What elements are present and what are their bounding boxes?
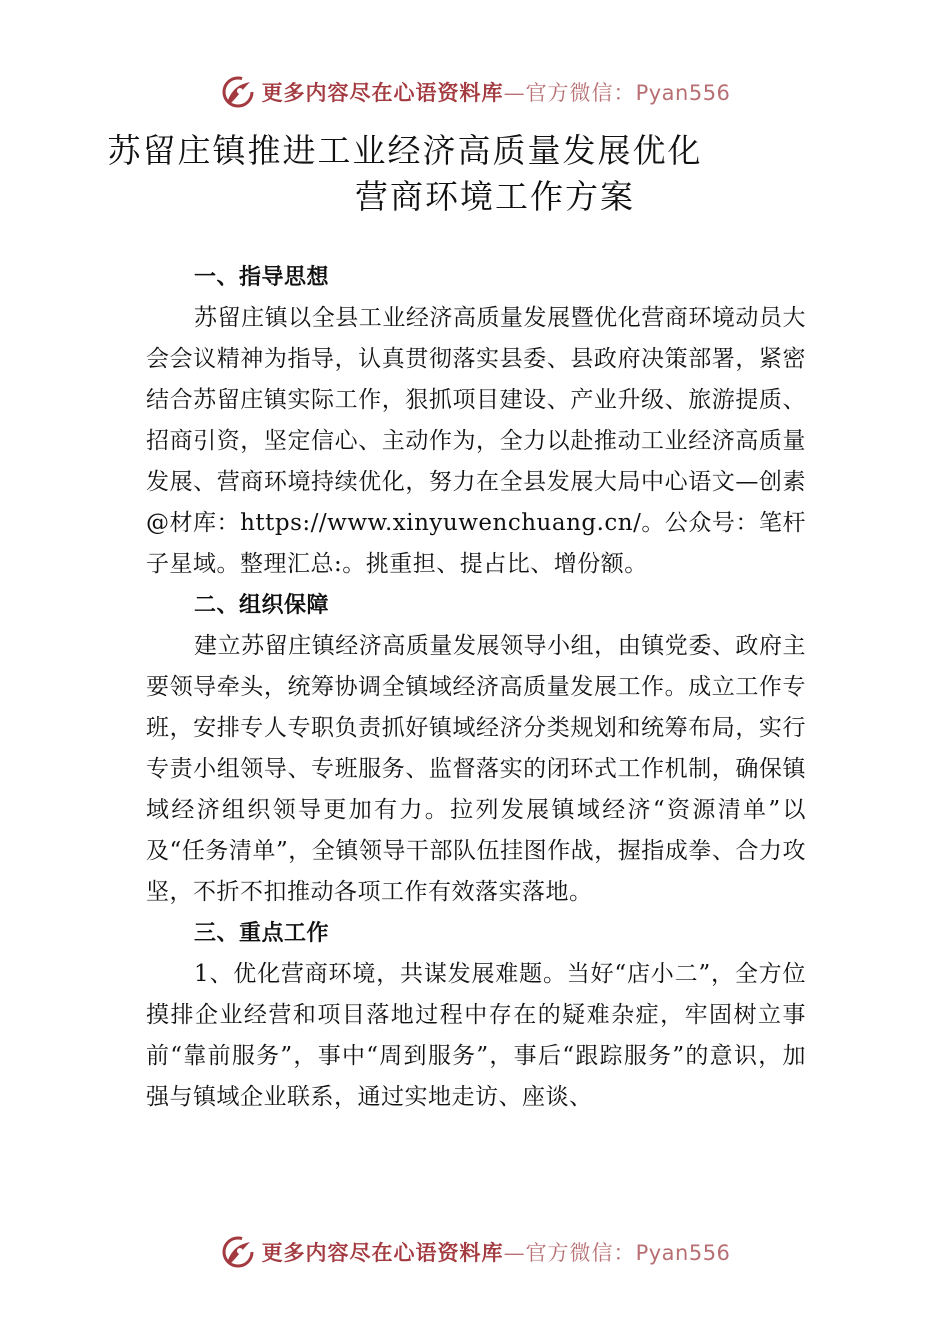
document-title: [0, 128, 950, 220]
banner-text-rest: —官方微信：: [503, 1241, 636, 1265]
section-heading-organization: 二、组织保障: [194, 593, 330, 618]
banner-text: [262, 77, 731, 107]
section-heading-key-work: 三、重点工作: [194, 921, 330, 946]
section-heading-guiding-thought: 一、指导思想: [194, 265, 330, 290]
brush-swirl-logo-icon: [220, 74, 256, 110]
banner-wechat-id: Pyan556: [635, 81, 731, 105]
brush-swirl-logo-icon: [220, 1234, 256, 1270]
watermark-banner-bottom: [0, 1230, 950, 1274]
banner-text-strong: 更多内容尽在心语资料库: [261, 80, 504, 105]
banner-wechat-id: Pyan556: [635, 1241, 731, 1265]
section-paragraph: 建立苏留庄镇经济高质量发展领导小组，由镇党委、政府主要领导牵头，统筹协调全镇域经济高质量发展工作。成立工作专班，安排专人专职负责抓好镇域经济分类规划和统筹布局，实行专责小组领导、专班服务、监督落实的闭环式工作机制，确保镇域经济组织领导更加有力。拉列发展镇域经济“资源清单”以及“任务清单”，全镇领导干部队伍挂图作战，握指成拳、合力攻坚，不折不扣推动各项工作有效落实落地。: [146, 633, 806, 905]
banner-text-strong: 更多内容尽在心语资料库: [261, 1240, 504, 1265]
section-paragraph: 1、优化营商环境，共谋发展难题。当好“店小二”，全方位摸排企业经营和项目落地过程中存在的疑难杂症，牢固树立事前“靠前服务”，事中“周到服务”，事后“跟踪服务”的意识，加强与镇域企业联系，通过实地走访、座谈、: [146, 961, 806, 1110]
banner-text: [262, 1237, 731, 1267]
document-body: [146, 257, 806, 1118]
section-paragraph: 苏留庄镇以全县工业经济高质量发展暨优化营商环境动员大会会议精神为指导，认真贯彻落实县委、县政府决策部署，紧密结合苏留庄镇实际工作，狠抓项目建设、产业升级、旅游提质、招商引资，坚定信心、主动作为，全力以赴推动工业经济高质量发展、营商环境持续优化，努力在全县发展大局中心语文—创素@材库：https://www.xinyuwenchuang.cn/。公众号：笔杆子星域。整理汇总:。挑重担、提占比、增份额。: [146, 305, 806, 577]
watermark-banner-top: [0, 70, 950, 114]
banner-text-rest: —官方微信：: [503, 81, 636, 105]
title-line-2: 营商环境工作方案: [355, 177, 635, 216]
title-line-1: 苏留庄镇推进工业经济高质量发展优化: [107, 131, 703, 170]
